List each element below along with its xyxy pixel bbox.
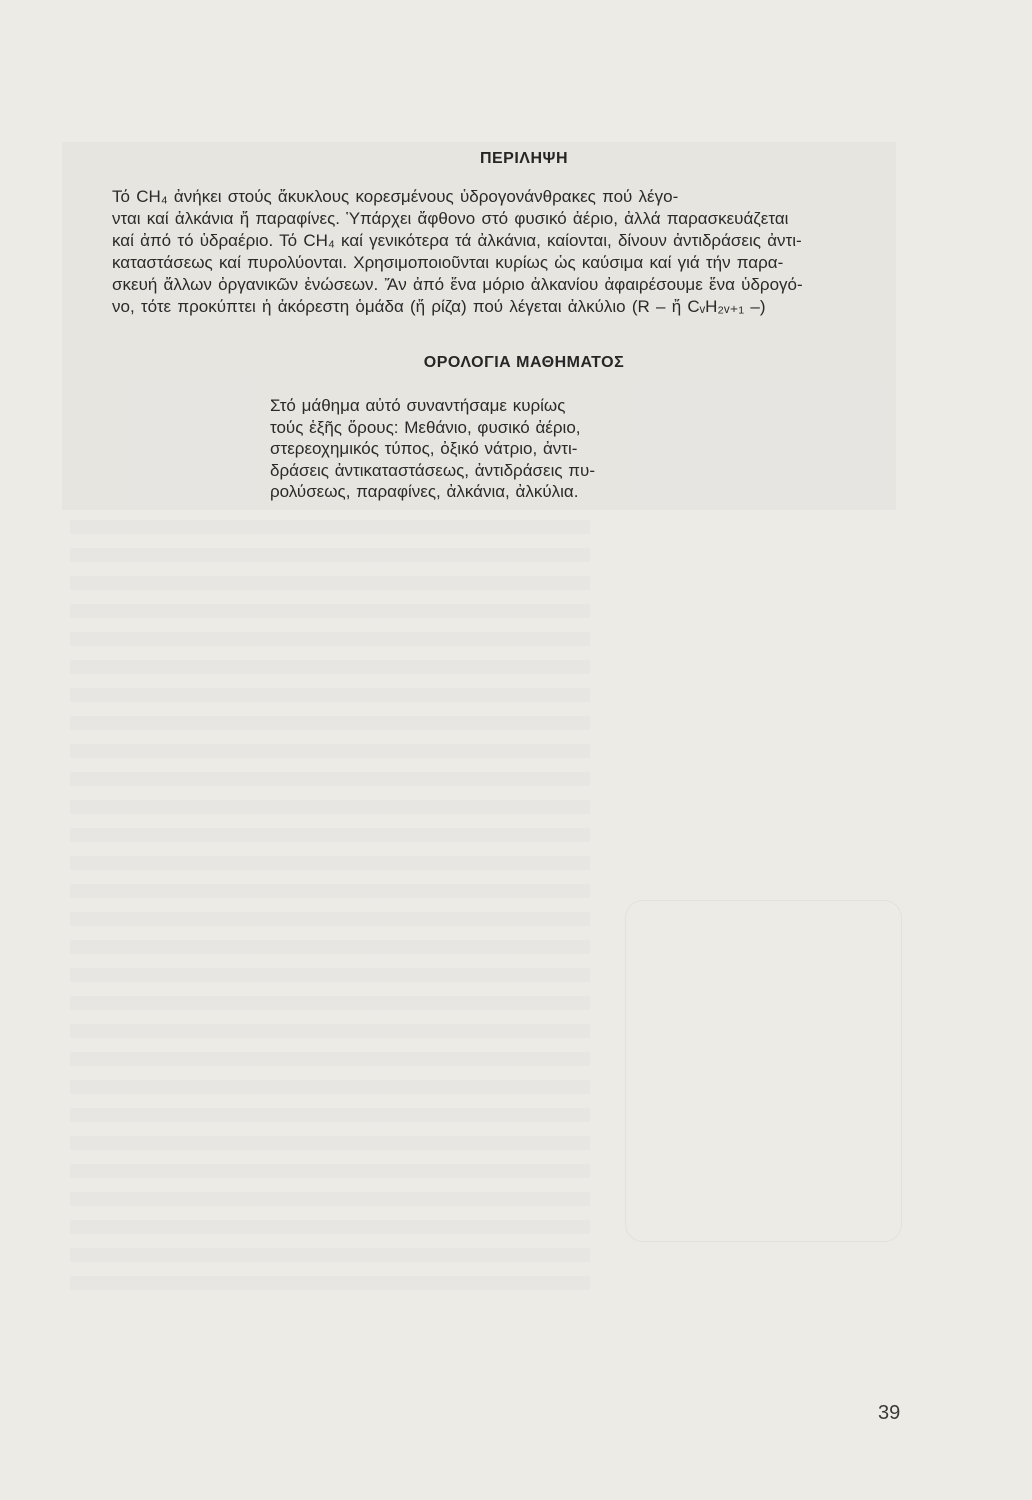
terminology-line: Στό μάθημα αὐτό συναντήσαμε κυρίως — [270, 396, 566, 415]
summary-line: καταστάσεως καί πυρολύονται. Χρησιμοποιοῦνται κυρίως ὡς καύσιμα καί γιά τήν παρα- — [112, 253, 784, 272]
terminology-line: ρολύσεως, παραφίνες, ἀλκάνια, ἀλκύλια. — [270, 482, 579, 501]
summary-line: νται καί ἀλκάνια ἤ παραφίνες. Ὑπάρχει ἄφθονο στό φυσικό ἀέριο, ἀλλά παρασκευάζεται — [112, 209, 789, 228]
page-number: 39 — [878, 1402, 901, 1424]
summary-line: Τό CH₄ ἀνήκει στούς ἄκυκλους κορεσμένους ὑδρογονάνθρακες πού λέγο- — [112, 187, 679, 206]
terminology-heading: ΟΡΟΛΟΓΙΑ ΜΑΘΗΜΑΤΟΣ — [423, 354, 625, 371]
show-through-text — [70, 520, 590, 1300]
terminology-line: τούς ἑξῆς ὅρους: Μεθάνιο, φυσικό ἀέριο, — [270, 417, 581, 437]
summary-line: καί ἀπό τό ὑδραέριο. Τό CH₄ καί γενικότερα τά ἀλκάνια, καίονται, δίνουν ἀντιδράσεις ἀντι- — [112, 231, 802, 250]
summary-paragraph — [112, 186, 912, 318]
summary-line: νο, τότε προκύπτει ἡ ἀκόρεστη ὁμάδα (ἤ ρίζα) πού λέγεται ἀλκύλιο (R – ἤ CᵥH₂ᵥ₊₁ –) — [112, 297, 766, 316]
show-through-frame — [625, 900, 902, 1242]
summary-heading: ΠΕΡΙΛΗΨΗ — [479, 150, 569, 167]
terminology-line: δράσεις ἀντικαταστάσεως, ἀντιδράσεις πυ- — [270, 460, 595, 480]
terminology-line: στερεοχημικός τύπος, ὀξικό νάτριο, ἀντι- — [270, 439, 578, 458]
summary-line: σκευή ἄλλων ὀργανικῶν ἑνώσεων. Ἄν ἀπό ἕνα μόριο ἀλκανίου ἀφαιρέσουμε ἕνα ὑδρογό- — [112, 275, 803, 294]
terminology-paragraph — [270, 395, 670, 503]
